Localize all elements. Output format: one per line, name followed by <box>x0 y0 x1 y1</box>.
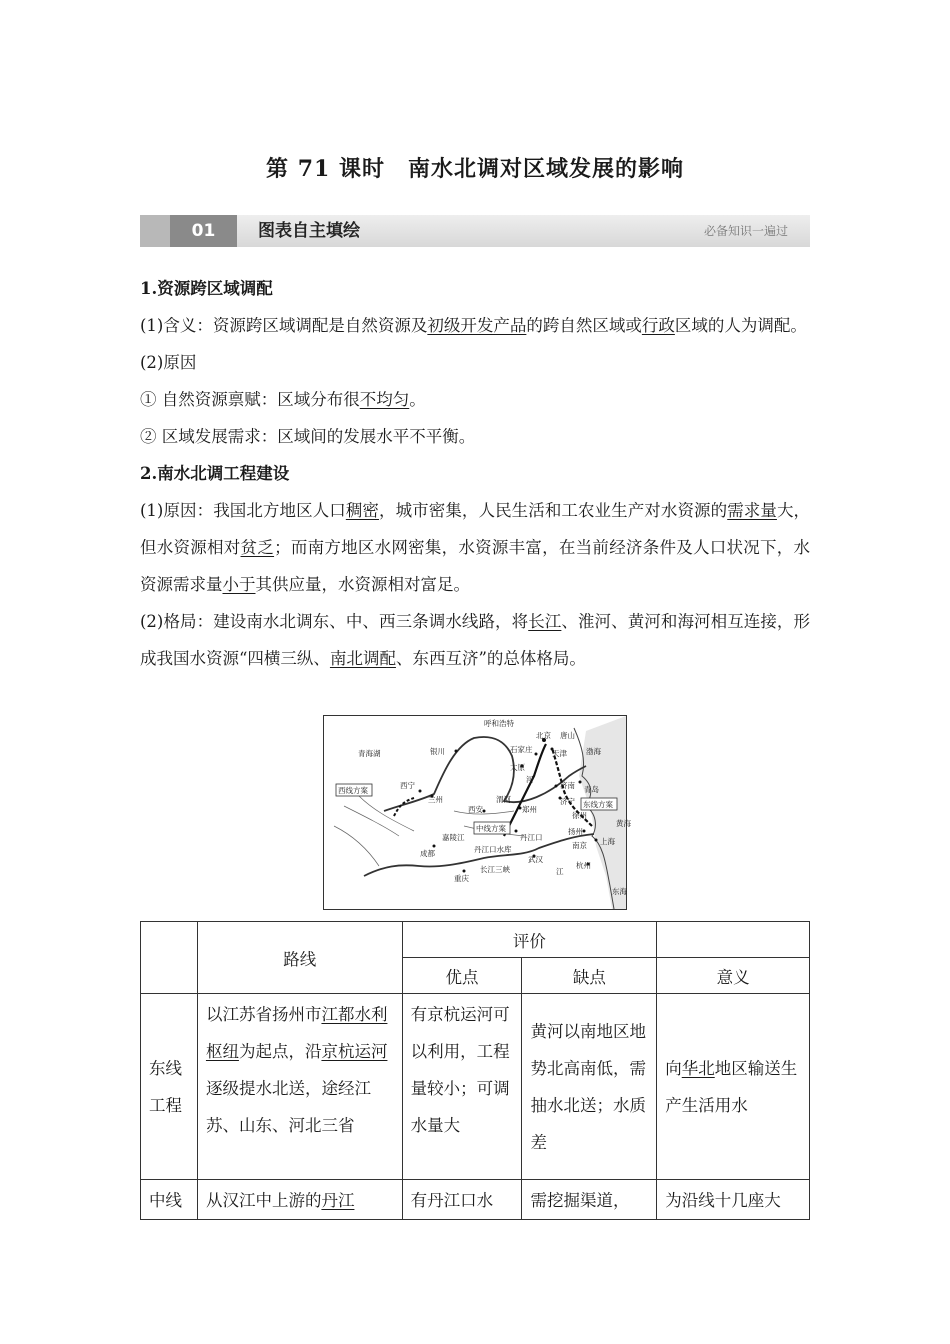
answer-blank: 华北 <box>681 1058 715 1078</box>
header-pros: 优点 <box>402 958 522 994</box>
label-xian: 西安 <box>468 805 483 814</box>
answer-blank: 小于 <box>222 575 256 594</box>
paragraph: (1)含义：资源跨区域调配是自然资源及初级开发产品的跨自然区域或行政区域的人为调配。 <box>140 316 807 335</box>
label-jinan: 济南 <box>560 781 575 790</box>
label-east-plan: 东线方案 <box>583 800 613 809</box>
header-empty-cell <box>657 922 810 958</box>
main-content <box>140 270 810 677</box>
label-huanghai: 黄海 <box>616 819 631 828</box>
page-title: 第 71 课时 南水北调对区域发展的影响 <box>266 156 684 182</box>
label-wuhan: 武汉 <box>528 855 543 864</box>
section-heading: 2.南水北调工程建设 <box>140 464 290 483</box>
label-huhehaote: 呼和浩特 <box>484 719 514 728</box>
label-xuzhou: 徐州 <box>572 811 587 820</box>
label-tianjin: 天津 <box>552 749 567 758</box>
row-cons: 需挖掘渠道， <box>522 1180 657 1220</box>
answer-blank: 需求量 <box>727 501 777 520</box>
answer-blank: 初级开发产品 <box>427 316 527 335</box>
section-banner <box>140 215 810 247</box>
table-header-row <box>141 922 810 958</box>
table-row <box>141 1180 810 1220</box>
answer-blank: 长江 <box>528 612 562 631</box>
answer-blank: 稠密 <box>345 501 380 520</box>
label-weihe: 渭河 <box>496 795 511 804</box>
answer-blank: 江都水利枢纽 <box>205 1005 388 1061</box>
label-danjiangkou-res: 丹江口水库 <box>474 845 512 854</box>
label-xining: 西宁 <box>400 781 415 790</box>
row-name: 东线工程 <box>141 994 198 1180</box>
label-shijiazhuang: 石家庄 <box>510 745 533 754</box>
answer-blank: 行政 <box>641 316 675 335</box>
label-jiang: 江 <box>556 867 564 876</box>
answer-blank: 丹江 <box>321 1191 355 1210</box>
label-donghai: 东海 <box>612 887 627 896</box>
header-cons: 缺点 <box>522 958 657 994</box>
row-cons: 黄河以南地区地势北高南低，需抽水北送；水质差 <box>522 994 657 1180</box>
paragraph: (2)原因 <box>140 353 197 372</box>
row-route: 从汉江中上游的丹江 <box>197 1180 402 1220</box>
label-jialingjiang: 嘉陵江 <box>442 833 465 842</box>
label-he: 河 <box>526 775 534 784</box>
label-beijing: 北京 <box>536 731 551 740</box>
label-shanghai: 上海 <box>600 837 615 846</box>
label-tangshan: 唐山 <box>560 731 575 740</box>
label-danjiangkou: 丹江口 <box>520 833 543 842</box>
evaluation-table <box>140 921 810 1220</box>
label-hangzhou: 杭州 <box>576 861 591 870</box>
answer-blank: 不均匀 <box>359 390 410 409</box>
label-middle-plan: 中线方案 <box>476 824 506 833</box>
answer-blank: 京杭运河 <box>321 1042 388 1061</box>
label-chongqing: 重庆 <box>454 874 469 883</box>
paragraph: (2)格局：建设南水北调东、中、西三条调水线路，将长江、淮河、黄河和海河相互连接，形成我国水资源“四横三纵、南北调配、东西互济”的总体格局。 <box>140 612 811 668</box>
label-nanjing: 南京 <box>572 841 587 850</box>
header-eval: 评价 <box>402 922 657 958</box>
header-route: 路线 <box>197 922 402 994</box>
water-diversion-map <box>323 715 631 910</box>
row-meaning: 为沿线十几座大 <box>657 1180 810 1220</box>
label-zhengzhou: 郑州 <box>522 805 537 814</box>
banner-number: 01 <box>170 215 237 247</box>
header-meaning: 意义 <box>657 958 810 994</box>
row-name: 中线 <box>141 1180 198 1220</box>
paragraph: ① 自然资源禀赋：区域分布很不均匀。 <box>140 390 426 409</box>
answer-blank: 南北调配 <box>329 649 396 668</box>
label-qinghaihu: 青海湖 <box>358 749 381 758</box>
label-chengdu: 成都 <box>420 849 435 858</box>
label-yinchuan: 银川 <box>430 747 445 756</box>
label-qingdao: 青岛 <box>584 785 599 794</box>
label-west-plan: 西线方案 <box>338 786 368 795</box>
row-pros: 有京杭运河可以利用，工程量较小；可调水量大 <box>402 994 522 1180</box>
row-pros: 有丹江口水 <box>402 1180 522 1220</box>
label-changjiang-sanxia: 长江三峡 <box>480 865 510 874</box>
row-meaning: 向华北地区输送生产生活用水 <box>657 994 810 1180</box>
map-svg <box>324 716 631 909</box>
label-yangzhou: 扬州 <box>568 827 583 836</box>
label-lanzhou: 兰州 <box>428 795 443 804</box>
label-bohai: 渤海 <box>586 747 601 756</box>
table-row <box>141 994 810 1180</box>
label-jining: 济宁 <box>560 797 575 806</box>
section-heading: 1.资源跨区域调配 <box>140 279 273 298</box>
row-route: 以江苏省扬州市江都水利枢纽为起点，沿京杭运河逐级提水北送，途经江苏、山东、河北三省 <box>197 994 402 1180</box>
banner-strip <box>140 215 170 247</box>
banner-subtitle: 必备知识一遍过 <box>703 224 788 238</box>
banner-heading: 图表自主填绘 <box>258 221 360 241</box>
answer-blank: 贫乏 <box>240 538 275 557</box>
paragraph: ② 区域发展需求：区域间的发展水平不平衡。 <box>140 427 476 446</box>
header-empty-cell <box>141 922 198 994</box>
paragraph: (1)原因：我国北方地区人口稠密，城市密集，人民生活和工农业生产对水资源的需求量大，但水资源相对贫乏；而南方地区水网密集，水资源丰富，在当前经济条件及人口状况下，水资源需求量小于其供应量，水资源相对富足。 <box>140 501 811 594</box>
label-taiyuan: 太原 <box>510 763 525 772</box>
